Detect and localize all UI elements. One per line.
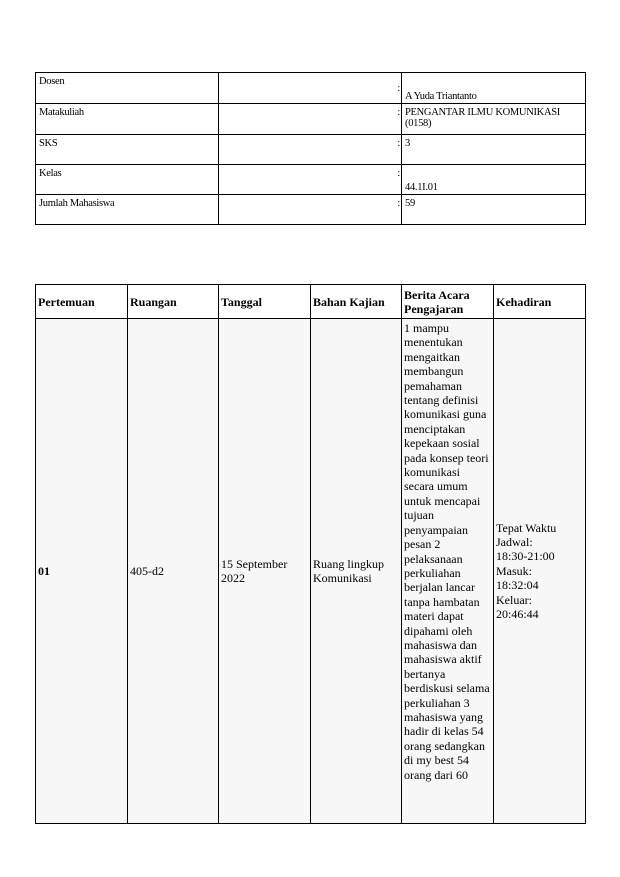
table-row	[36, 319, 586, 824]
header-pertemuan: Pertemuan	[36, 285, 128, 319]
header-ruangan: Ruangan	[128, 285, 219, 319]
info-value-sks: 3	[402, 135, 586, 165]
info-colon: :	[397, 138, 400, 149]
info-row-matakuliah	[36, 104, 586, 135]
info-label: Matakuliah	[36, 104, 219, 135]
attendance-header-row	[36, 285, 586, 319]
kehadiran-jadwal: 18:30-21:00	[496, 549, 555, 564]
course-info-table	[35, 72, 586, 225]
info-value-jumlah: 59	[402, 195, 586, 225]
cell-kehadiran	[494, 319, 586, 824]
info-label: Kelas	[36, 165, 219, 195]
info-row-jumlah-mahasiswa	[36, 195, 586, 225]
table-bottom-border	[36, 824, 586, 826]
info-row-sks	[36, 135, 586, 165]
info-row-dosen	[36, 73, 586, 104]
info-label: SKS	[36, 135, 219, 165]
info-value-dosen: A Yuda Triantanto	[402, 73, 586, 104]
header-bahan-kajian: Bahan Kajian	[311, 285, 402, 319]
attendance-table	[35, 284, 586, 825]
cell-berita-acara: 1 mampu menentukan mengaitkan membangun pemahaman tentang definisi komunikasi guna menciptakan kepekaan sosial pada konsep teori komunikasi secara umum untuk mencapai tujuan penyampaian pesan 2 pelaksanaan perkuliahan berjalan lancar tanpa hambatan materi dapat dipahami oleh mahasiswa dan mahasiswa aktif bertanya berdiskusi selama perkuliahan 3 mahasiswa yang hadir di kelas 54 orang sedangkan di my best 54 orang dari 60	[402, 319, 494, 824]
kehadiran-jadwal-label: Jadwal:	[496, 534, 533, 549]
info-colon: :	[397, 83, 400, 94]
kehadiran-masuk-label: Masuk:	[496, 563, 532, 578]
kehadiran-keluar-label: Keluar:	[496, 592, 532, 607]
info-colon: :	[397, 168, 400, 179]
cell-pertemuan: 01	[36, 319, 128, 824]
header-berita-acara: Berita Acara Pengajaran	[402, 285, 494, 319]
kehadiran-keluar: 20:46:44	[496, 607, 539, 622]
info-colon: :	[397, 198, 400, 209]
cell-ruangan: 405-d2	[128, 319, 219, 824]
cell-tanggal: 15 September 2022	[219, 319, 311, 824]
info-label: Jumlah Mahasiswa	[36, 195, 219, 225]
info-label: Dosen	[36, 73, 219, 104]
info-colon: :	[397, 107, 400, 118]
header-tanggal: Tanggal	[219, 285, 311, 319]
kehadiran-status: Tepat Waktu	[496, 520, 557, 535]
info-value-kelas: 44.1I.01	[402, 165, 586, 195]
cell-bahan-kajian: Ruang lingkup Komunikasi	[311, 319, 402, 824]
info-row-kelas	[36, 165, 586, 195]
info-value-matakuliah: PENGANTAR ILMU KOMUNIKASI (0158)	[402, 104, 586, 135]
header-kehadiran: Kehadiran	[494, 285, 586, 319]
kehadiran-masuk: 18:32:04	[496, 578, 539, 593]
